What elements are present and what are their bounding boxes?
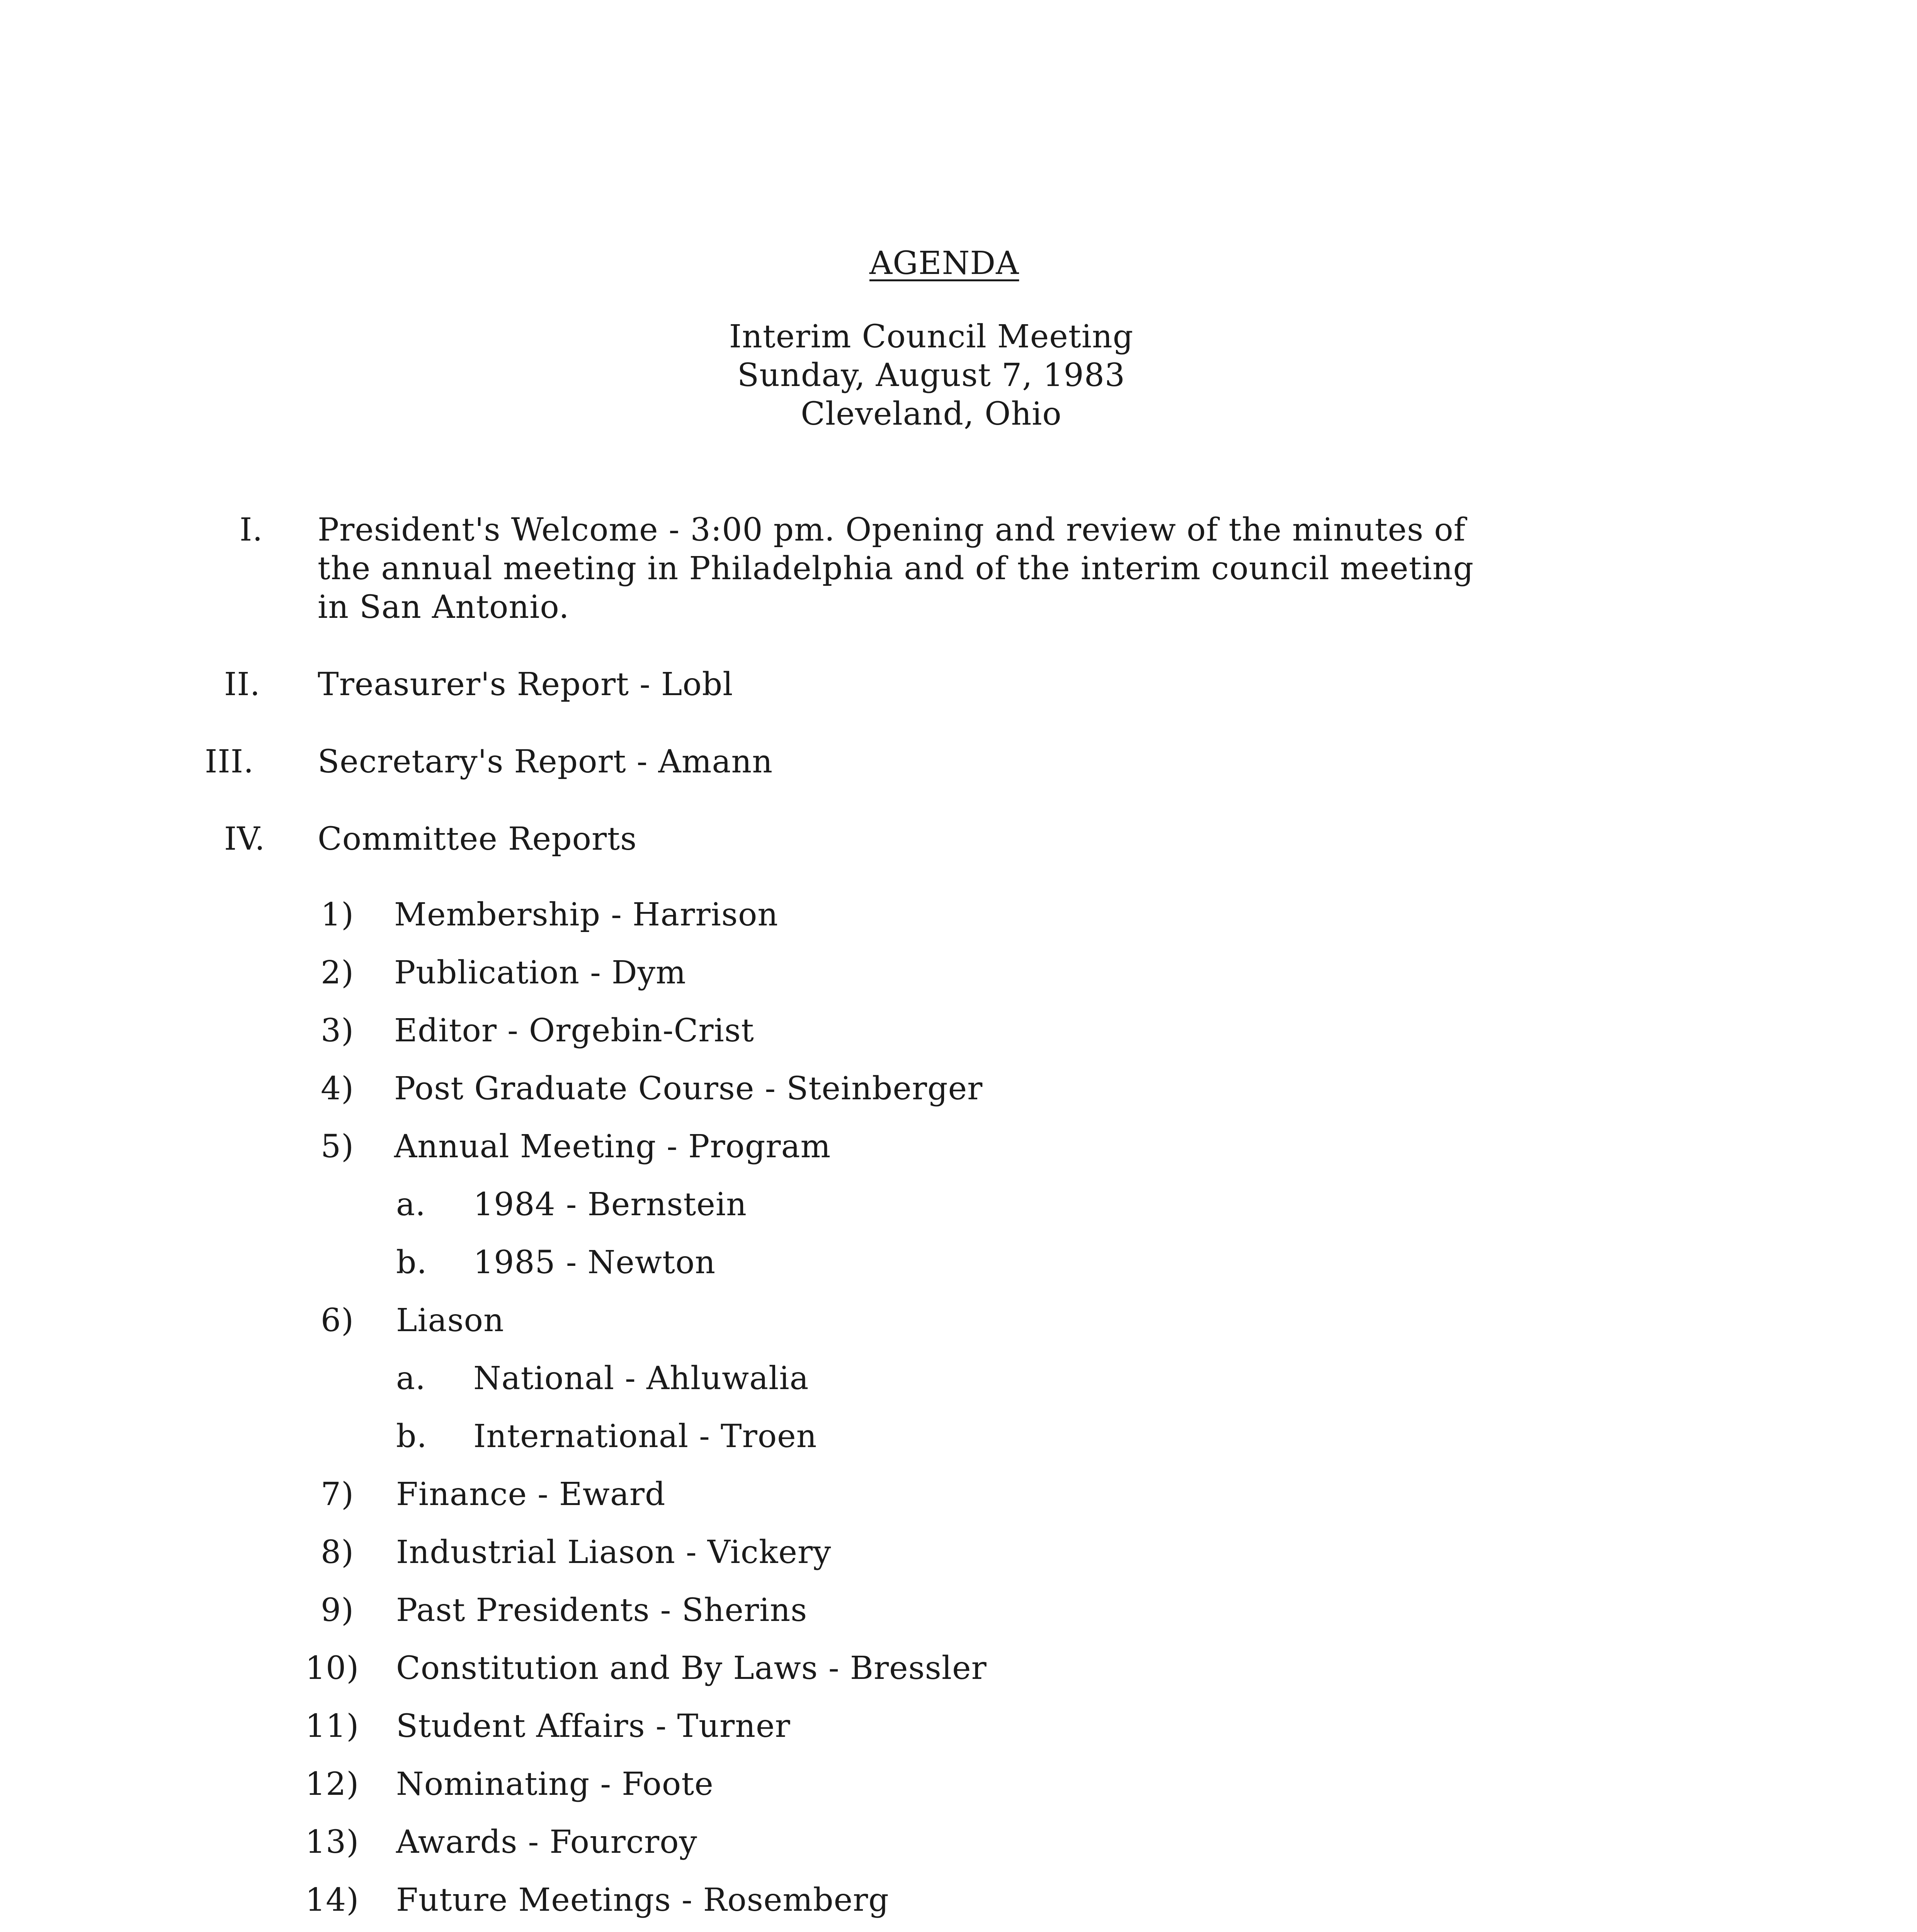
subitem-letter: a. bbox=[396, 1360, 426, 1397]
committee-number: 8) bbox=[321, 1534, 354, 1571]
section-numeral: III. bbox=[205, 743, 254, 780]
subitem-letter: a. bbox=[396, 1186, 426, 1223]
section-text: Committee Reports bbox=[318, 821, 637, 857]
section-numeral: I. bbox=[240, 512, 263, 548]
committee-number: 5) bbox=[321, 1128, 354, 1165]
section-numeral: IV. bbox=[224, 821, 265, 857]
section-text: Secretary's Report - Amann bbox=[318, 743, 773, 780]
committee-number: 10) bbox=[305, 1650, 359, 1687]
agenda-title: AGENDA bbox=[869, 245, 1019, 282]
committee-number: 3) bbox=[321, 1012, 354, 1049]
meeting-name: Interim Council Meeting bbox=[729, 318, 1134, 355]
committee-item: Industrial Liason - Vickery bbox=[396, 1534, 832, 1571]
meeting-location: Cleveland, Ohio bbox=[801, 396, 1062, 432]
subitem-text: 1984 - Bernstein bbox=[473, 1186, 747, 1223]
committee-item: Annual Meeting - Program bbox=[394, 1128, 831, 1165]
committee-item: Post Graduate Course - Steinberger bbox=[394, 1070, 983, 1107]
committee-item: Past Presidents - Sherins bbox=[396, 1592, 808, 1629]
committee-item: Student Affairs - Turner bbox=[396, 1708, 791, 1745]
section-numeral: II. bbox=[224, 666, 260, 703]
subitem-letter: b. bbox=[396, 1418, 427, 1455]
subitem-letter: b. bbox=[396, 1244, 427, 1281]
committee-number: 1) bbox=[321, 896, 354, 933]
meeting-date: Sunday, August 7, 1983 bbox=[737, 357, 1126, 394]
committee-number: 4) bbox=[321, 1070, 354, 1107]
committee-number: 9) bbox=[321, 1592, 354, 1629]
committee-item: Liason bbox=[396, 1302, 504, 1339]
section-text: in San Antonio. bbox=[318, 589, 570, 626]
committee-item: Publication - Dym bbox=[394, 954, 686, 991]
section-text: President's Welcome - 3:00 pm. Opening and review of the minutes of bbox=[318, 512, 1466, 548]
committee-item: Finance - Eward bbox=[396, 1476, 666, 1513]
committee-item: Membership - Harrison bbox=[394, 896, 779, 933]
committee-item: Awards - Fourcroy bbox=[396, 1824, 697, 1861]
subitem-text: National - Ahluwalia bbox=[473, 1360, 809, 1397]
committee-item: Editor - Orgebin-Crist bbox=[394, 1012, 754, 1049]
committee-item: Nominating - Foote bbox=[396, 1766, 714, 1803]
section-text: Treasurer's Report - Lobl bbox=[318, 666, 733, 703]
committee-number: 11) bbox=[305, 1708, 359, 1745]
subitem-text: 1985 - Newton bbox=[473, 1244, 716, 1281]
committee-number: 12) bbox=[305, 1766, 359, 1803]
committee-number: 14) bbox=[305, 1882, 359, 1918]
committee-item: Future Meetings - Rosemberg bbox=[396, 1882, 889, 1918]
committee-number: 7) bbox=[321, 1476, 354, 1513]
committee-number: 6) bbox=[321, 1302, 354, 1339]
committee-number: 2) bbox=[321, 954, 354, 991]
committee-number: 13) bbox=[305, 1824, 359, 1861]
subitem-text: International - Troen bbox=[473, 1418, 817, 1455]
section-text: the annual meeting in Philadelphia and of the interim council meeting bbox=[318, 550, 1474, 587]
committee-item: Constitution and By Laws - Bressler bbox=[396, 1650, 987, 1687]
